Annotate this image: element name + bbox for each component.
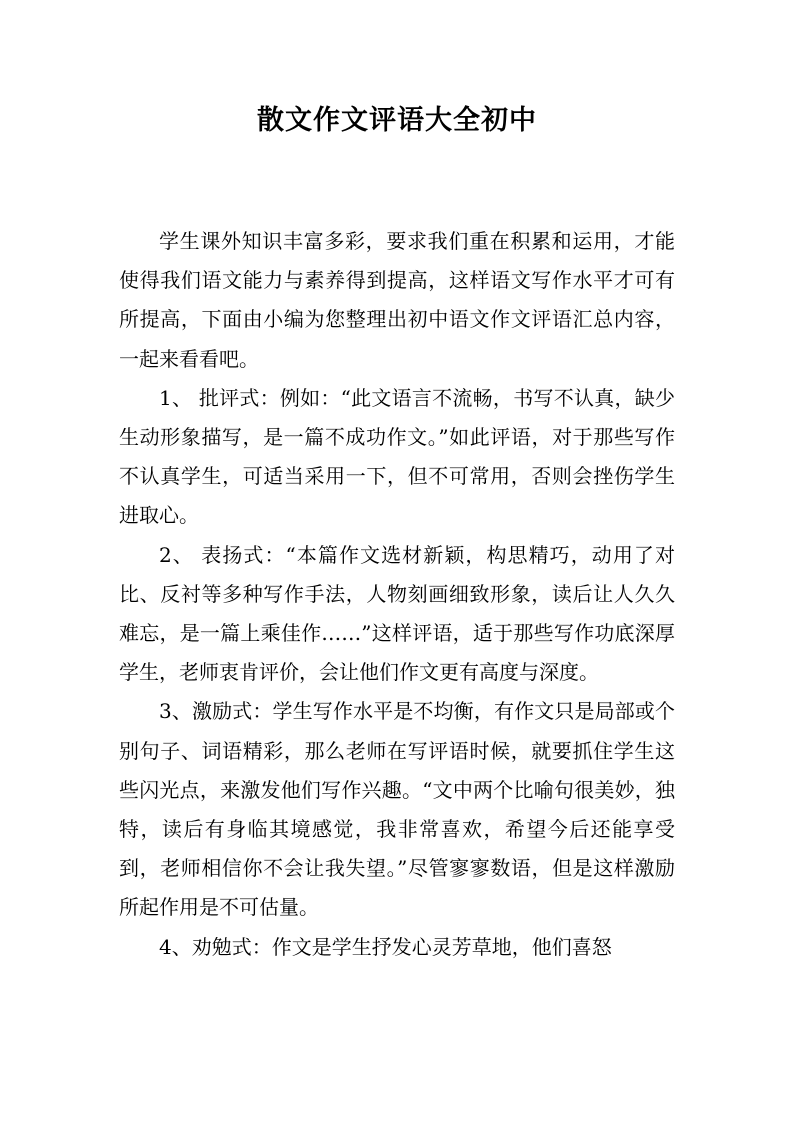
paragraph-item-3: 3、激励式：学生写作水平是不均衡，有作文只是局部或个别句子、词语精彩，那么老师在写评语时候，就要抓住学生这些闪光点，来激发他们写作兴趣。“文中两个比喻句很美妙，独特，读后有身临其境感觉，我非常喜欢，希望今后还能享受到，老师相信你不会让我失望。”尽管寥寥数语，但是这样激励所起作用是不可估量。 [119,699,675,920]
paragraph-item-1: 1、 批评式：例如：“此文语言不流畅，书写不认真，缺少生动形象描写，是一篇不成功作文。”如此评语，对于那些写作不认真学生，可适当采用一下，但不可常用，否则会挫伤学生进取心。 [119,385,675,528]
paragraph-item-4: 4、劝勉式：作文是学生抒发心灵芳草地，他们喜怒 [159,934,612,959]
document-body [119,222,675,967]
paragraph-intro: 学生课外知识丰富多彩，要求我们重在积累和运用，才能使得我们语文能力与素养得到提高，这样语文写作水平才可有所提高，下面由小编为您整理出初中语文作文评语汇总内容，一起来看看吧。 [119,229,675,371]
paragraph-item-2: 2、 表扬式：“本篇作文选材新颖，构思精巧，动用了对比、反衬等多种写作手法，人物刻画细致形象，读后让人久久难忘，是一篇上乘佳作……”这样评语，适于那些写作功底深厚学生，老师衷肯评价，会让他们作文更有高度与深度。 [119,542,675,685]
document-title: 散文作文评语大全初中 [257,105,537,136]
